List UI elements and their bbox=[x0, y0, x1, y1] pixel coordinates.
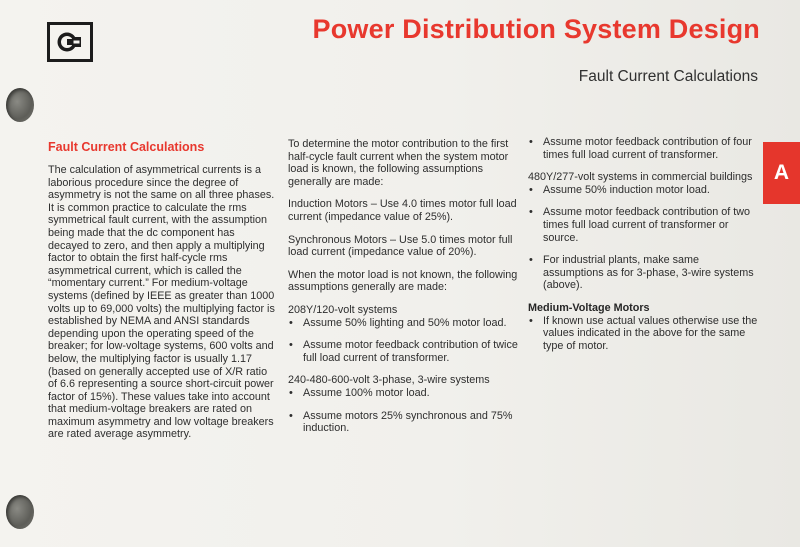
section-heading: Fault Current Calculations bbox=[48, 140, 205, 154]
column-2 bbox=[288, 138, 520, 435]
cutler-hammer-logo-icon bbox=[47, 22, 93, 62]
bullet-item: • If known use actual values otherwise use the values indicated in the above for the same type of motor. bbox=[528, 315, 760, 353]
group-label-208y: 208Y/120-volt systems bbox=[288, 303, 398, 316]
bullet-item: • Assume motors 25% synchronous and 75% induction. bbox=[288, 410, 520, 435]
page-subtitle: Fault Current Calculations bbox=[578, 68, 758, 85]
synchronous-motors-text: Synchronous Motors – Use 5.0 times motor full load current (impedance value of 20%). bbox=[288, 233, 513, 259]
bullet-item: • Assume motor feedback contribution of twice full load current of transformer. bbox=[288, 339, 520, 364]
binder-hole-bottom bbox=[6, 495, 34, 529]
motor-contribution-intro: To determine the motor contribution to the first half-cycle fault current when the system motor load is known, the following assumptions generally are made: bbox=[288, 138, 509, 188]
bullet-item: • Assume 100% motor load. bbox=[288, 387, 520, 400]
bullet-item: • Assume 50% induction motor load. bbox=[528, 184, 760, 197]
bullet-item: • Assume 50% lighting and 50% motor load. bbox=[288, 317, 520, 330]
induction-motors-text: Induction Motors – Use 4.0 times motor full load current (impedance value of 25%). bbox=[288, 198, 517, 223]
bullet-item: • Assume motor feedback contribution of four times full load current of transformer. bbox=[528, 136, 760, 161]
page-title: Power Distribution System Design bbox=[312, 14, 760, 44]
body-paragraph: The calculation of asymmetrical currents is a laborious procedure since the degree of asymmetry is not the same on all three phases. It is common practice to calculate the rms symmetrical fault current, with the assumption being made that the dc component has decayed to zero, and then apply a multiplying factor to obtain the first half-cycle rms asymmetrical current, which is called the “momentary current.” For medium-voltage systems (defined by IEEE as greater than 1000 volts up to 69,000 volts) the multiplying factor is established by NEMA and ANSI standards depending upon the operating speed of the breaker; for low-voltage systems, 600 volts and below, the multiplying factor is usually 1.17 (based on generally accepted use of X/R ratio of 6.6 representing a source short-circuit power factor of 15%). These values take into account that medium-voltage breakers are rated on maximum asymmetry and low voltage breakers are rated average asymmetry. bbox=[48, 164, 275, 441]
binder-hole-top bbox=[6, 88, 34, 122]
medium-voltage-heading: Medium-Voltage Motors bbox=[528, 301, 650, 314]
group-label-240-480-600: 240-480-600-volt 3-phase, 3-wire systems bbox=[288, 374, 490, 387]
unknown-load-intro: When the motor load is not known, the following assumptions generally are made: bbox=[288, 268, 518, 294]
bullet-item: • Assume motor feedback contribution of two times full load current of transformer or source. bbox=[528, 206, 760, 244]
column-3 bbox=[528, 136, 760, 352]
column-1 bbox=[48, 140, 276, 441]
section-tab-label: A bbox=[773, 161, 790, 184]
group-label-480y: 480Y/277-volt systems in commercial buildings bbox=[528, 171, 753, 184]
bullet-item: • For industrial plants, make same assumptions as for 3-phase, 3-wire systems (above). bbox=[528, 254, 760, 292]
section-tab[interactable] bbox=[763, 142, 800, 204]
